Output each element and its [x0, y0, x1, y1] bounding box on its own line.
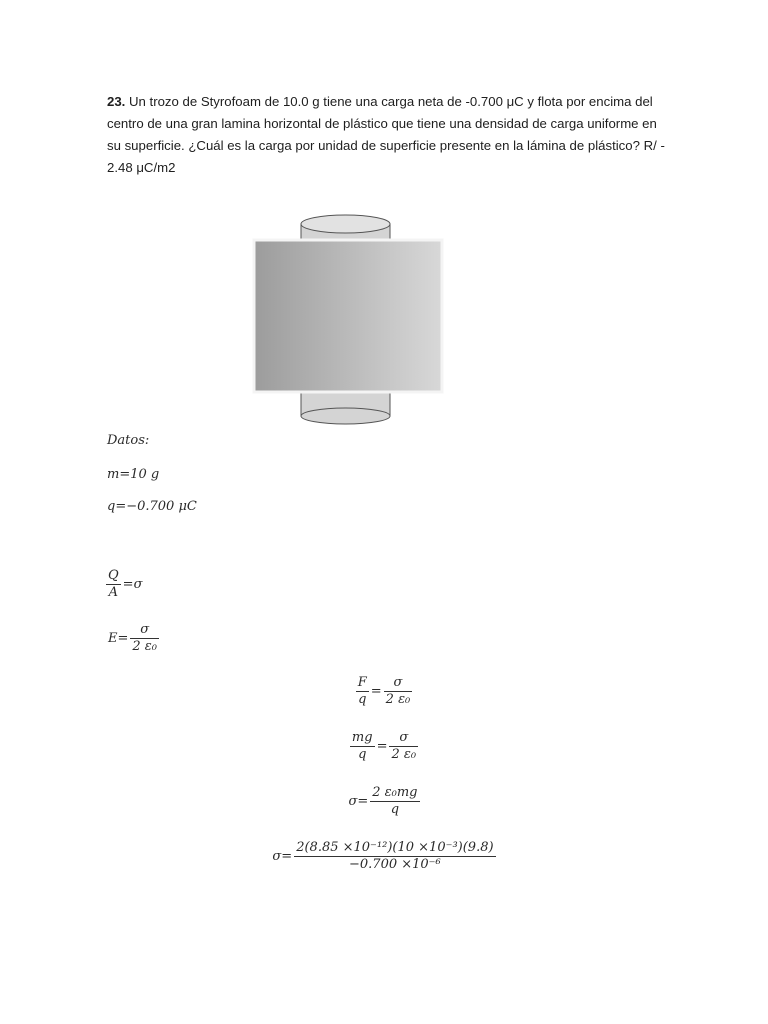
equation-sigma-substituted: σ= $\frac{\text{2(8.85 ×10⁻¹²)(10 ×10⁻³)(9.8)}}{\text{−0.700 ×10⁻⁶}}$	[272, 840, 494, 872]
equation-field: E= $\frac{\sigma}{\text{2 ε₀}}$	[108, 622, 157, 654]
mass-value: m=10 g	[107, 467, 160, 482]
equation-weight-over-charge: $\frac{mg}{q}$ = $\frac{\sigma}{\text{2 ε₀}}$	[351, 730, 417, 762]
equation-charge-density: $\frac{Q}{A}$ =σ	[108, 568, 143, 600]
equation-sigma-solved: σ= $\frac{\text{2 ε₀mg}}{q}$	[348, 785, 418, 817]
styrofoam-sheet-figure	[250, 212, 450, 430]
equation-force-over-charge: $\frac{F}{q}$ = $\frac{\sigma}{\text{2 ε₀}}$	[357, 675, 411, 707]
problem-number: 23.	[107, 94, 126, 109]
plastic-sheet	[254, 240, 442, 392]
datos-label: Datos:	[107, 433, 150, 448]
charge-value: q=−0.700 μC	[107, 499, 197, 514]
problem-statement	[107, 91, 667, 179]
problem-text: Un trozo de Styrofoam de 10.0 g tiene una carga neta de -0.700 μC y flota por encima del centro de una gran lamina horizontal de plástico que tiene una densidad de carga uniforme en su superficie. ¿Cuál es la carga por unidad de superficie presente en la lámina de plástico? R/ - 2.48 μC/m2	[107, 94, 665, 175]
